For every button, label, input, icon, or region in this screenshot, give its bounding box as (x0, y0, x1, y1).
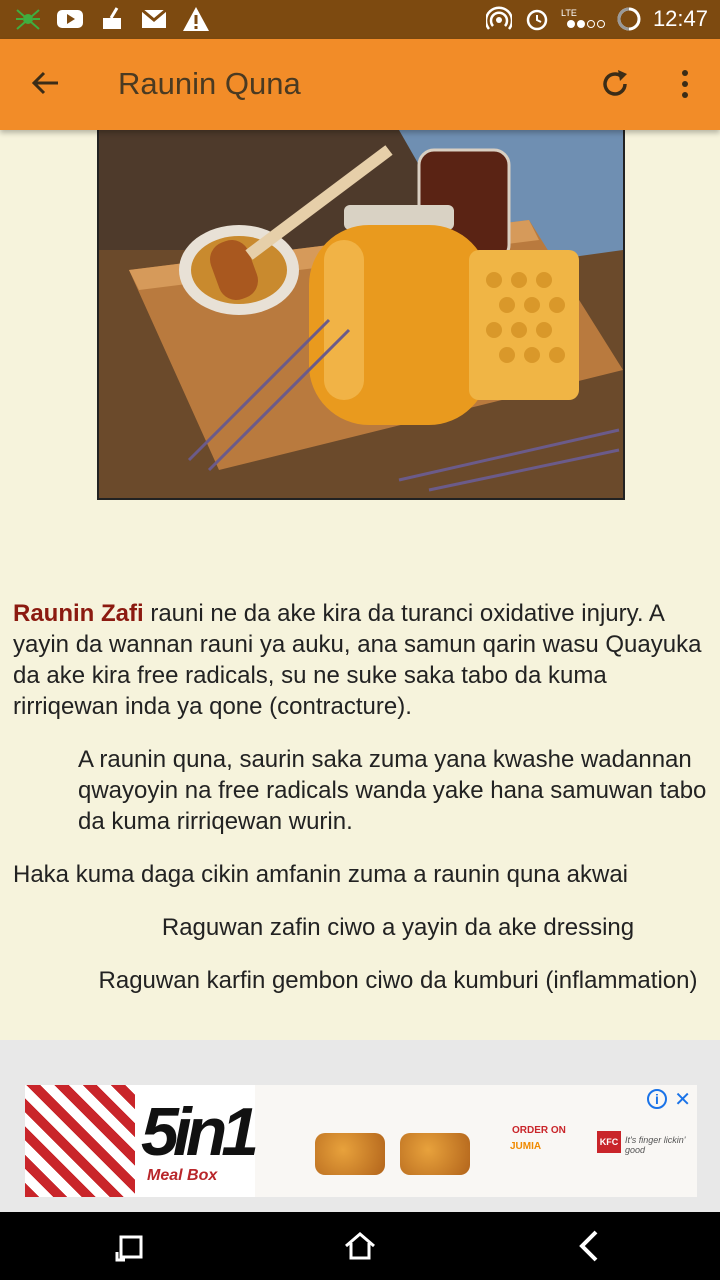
arrow-left-icon[interactable] (28, 65, 64, 101)
ad-container (0, 1040, 720, 1212)
ad-brand-big: 5in1 (141, 1094, 254, 1170)
honey-image (97, 130, 625, 500)
paragraph-benefits: Haka kuma daga cikin amfanin zuma a raunin quna akwai (13, 861, 629, 888)
ad-slogan: It's finger lickin' good (625, 1135, 686, 1155)
ad-order-text: ORDER ON (512, 1125, 566, 1136)
ad-kfc-logo: KFC (597, 1131, 621, 1153)
ad-close-icon[interactable]: ✕ (674, 1089, 691, 1111)
page-title: Raunin Quna (118, 66, 301, 101)
ad-food-image (315, 1133, 385, 1175)
highlight-term: Raunin Zafi (13, 600, 144, 627)
more-vert-icon[interactable] (670, 65, 700, 103)
list-item: Raguwan karfin gembon ciwo da kumburi (inflammation) (98, 967, 698, 994)
ad-jumia-text: JUMIA (510, 1141, 542, 1152)
home-icon[interactable] (342, 1228, 378, 1264)
article-scroll-area[interactable] (0, 130, 720, 1040)
refresh-icon[interactable] (596, 65, 634, 103)
hotspot-icon (485, 5, 513, 33)
svg-text:LTE: LTE (560, 8, 577, 18)
ad-tablecloth-graphic (25, 1085, 135, 1197)
warning-icon (182, 5, 210, 33)
status-bar (0, 0, 720, 39)
battery-icon (615, 5, 643, 33)
back-icon[interactable] (572, 1228, 608, 1264)
alarm-icon (523, 5, 551, 33)
ad-info-icon[interactable]: i (647, 1089, 667, 1109)
gmail-icon (140, 5, 168, 33)
ad-brand-logo (135, 1085, 255, 1197)
paragraph-intro (13, 598, 713, 722)
clock: 12:47 (652, 6, 708, 31)
app-bar (0, 39, 720, 130)
youtube-icon (56, 5, 84, 33)
cleaner-icon (98, 5, 126, 33)
ad-brand-small: Meal Box (147, 1167, 218, 1184)
signal-icon (561, 5, 605, 33)
paragraph-intro-body: rauni ne da ake kira da turanci oxidative injury. A yayin da wannan rauni ya auku, ana samun qarin wasu Quayuka da ake kira free radicals, su ne suke saka tabo da kuma rirriqewan inda ya qone (contracture). (13, 600, 702, 720)
spider-icon (14, 5, 42, 33)
ad-food-image (400, 1133, 470, 1175)
recents-icon[interactable] (112, 1228, 148, 1264)
ad-banner[interactable] (25, 1085, 697, 1197)
paragraph-quote: A raunin quna, saurin saka zuma yana kwashe wadannan qwayoyin na free radicals wanda yake hana samuwan tabo da kuma rirriqewan wurin. (78, 746, 707, 835)
list-item: Raguwan zafin ciwo a yayin da ake dressing (161, 914, 635, 941)
navigation-bar (0, 1212, 720, 1280)
article-text (13, 598, 713, 1018)
